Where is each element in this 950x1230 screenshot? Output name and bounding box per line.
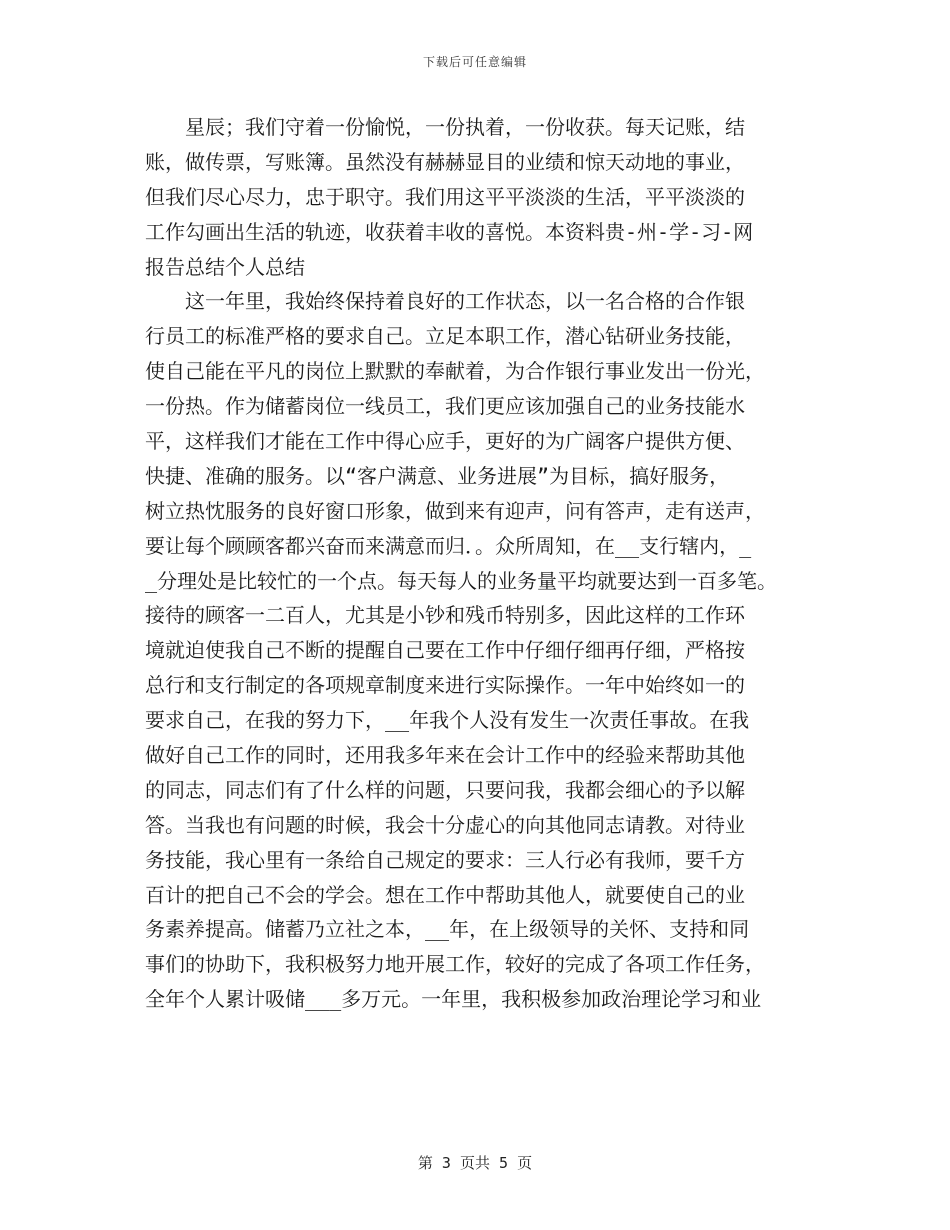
text-line: _分理处是比较忙的一个点。每天每人的业务量平均就要达到一百多笔。 [145, 568, 778, 593]
text-line: 工作勾画出生活的轨迹，收获着丰收的喜悦。本资料贵-州-学-习-网 [145, 219, 754, 244]
text-line: 答。当我也有问题的时候，我会十分虚心的向其他同志请教。对待业 [145, 812, 745, 837]
text-line: 平，这样我们才能在工作中得心应手，更好的为广阔客户提供方便、 [145, 429, 745, 454]
text-line: 务素养提高。储蓄乃立社之本，__年，在上级领导的关怀、支持和同 [145, 917, 750, 942]
page-header: 下载后可任意编辑 [422, 55, 527, 69]
text-line: 树立热忱服务的良好窗口形象，做到来有迎声，问有答声，走有送声， [145, 498, 765, 523]
text-line: 接待的顾客一二百人，尤其是小钞和残币特别多，因此这样的工作环 [145, 603, 745, 628]
text-line: 一份热。作为储蓄岗位一线员工，我们更应该加强自己的业务技能水 [145, 394, 745, 419]
text-line: 使自己能在平凡的岗位上默默的奉献着，为合作银行事业发出一份光， [145, 359, 765, 384]
text-line: 行员工的标准严格的要求自己。立足本职工作，潜心钻研业务技能， [145, 324, 745, 349]
text-line: 报告总结个人总结 [145, 254, 305, 279]
text-line: 的同志，同志们有了什么样的问题，只要问我，我都会细心的予以解 [145, 777, 745, 802]
text-line: 务技能，我心里有一条给自己规定的要求：三人行必有我师，要千方 [145, 847, 745, 872]
page-footer: 第 3 页共 5 页 [417, 1154, 533, 1172]
text-line: 事们的协助下，我积极努力地开展工作，较好的完成了各项工作任务， [145, 952, 765, 977]
text-line: 星辰；我们守着一份愉悦，一份执着，一份收获。每天记账，结 [185, 115, 745, 139]
text-line: 境就迫使我自己不断的提醒自己要在工作中仔细仔细再仔细，严格按 [145, 638, 745, 663]
text-line: 账，做传票，写账簿。虽然没有赫赫显目的业绩和惊天动地的事业， [145, 149, 745, 174]
text-line: 总行和支行制定的各项规章制度来进行实际操作。一年中始终如一的 [145, 673, 745, 698]
document-body [145, 110, 805, 1017]
text-line: 百计的把自己不会的学会。想在工作中帮助其他人，就要使自己的业 [145, 882, 745, 907]
text-line: 做好自己工作的同时，还用我多年来在会计工作中的经验来帮助其他 [145, 743, 745, 768]
text-line: 但我们尽心尽力，忠于职守。我们用这平平淡淡的生活，平平淡淡的 [145, 184, 745, 209]
text-line: 要让每个顾顾客都兴奋而来满意而归．。众所周知，在__支行辖内，_ [145, 533, 752, 558]
text-line: 全年个人累计吸储___多万元。一年里，我积极参加政治理论学习和业 [145, 987, 762, 1012]
text-line: 要求自己，在我的努力下，__年我个人没有发生一次责任事故。在我 [145, 708, 750, 733]
text-line: 这一年里，我始终保持着良好的工作状态，以一名合格的合作银 [185, 289, 745, 314]
text-line: 快捷、准确的服务。以“客户满意、业务进展”为目标，搞好服务， [145, 463, 730, 488]
